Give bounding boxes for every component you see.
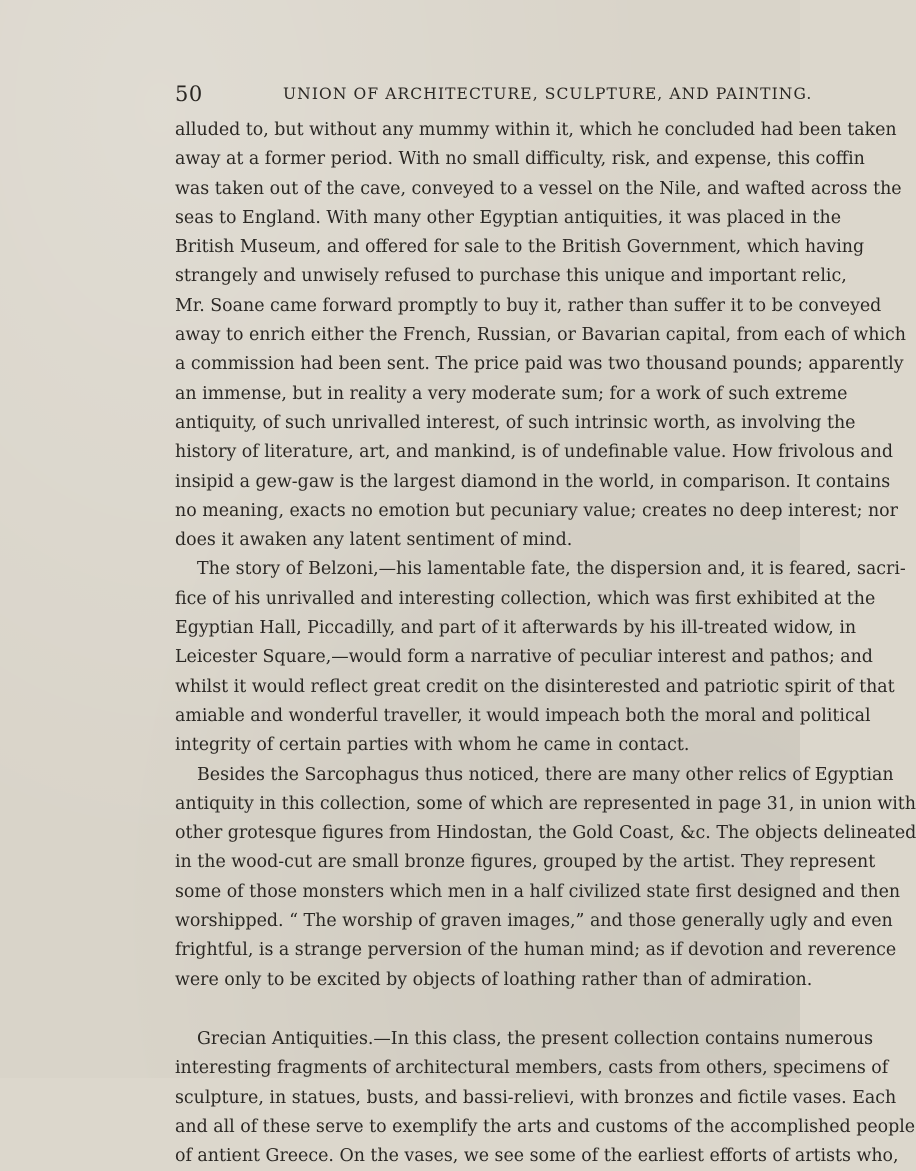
text-line: history of literature, art, and mankind, is of undefinable value. How frivolous and bbox=[175, 442, 893, 463]
text-line: seas to England. With many other Egyptian antiquities, it was placed in the bbox=[175, 207, 841, 228]
running-title: UNION OF ARCHITECTURE, SCULPTURE, AND PAINTING. bbox=[283, 85, 813, 103]
text-line: Egyptian Hall, Piccadilly, and part of it afterwards by his ill-treated widow, in bbox=[175, 618, 857, 639]
text-line: other grotesque figures from Hindostan, the Gold Coast, &c. The objects delineated bbox=[175, 823, 916, 844]
text-line: Besides the Sarcophagus thus noticed, there are many other relics of Egyptian bbox=[197, 764, 894, 785]
text-line: was taken out of the cave, conveyed to a vessel on the Nile, and wafted across the bbox=[175, 178, 902, 199]
text-line: and all of these serve to exemplify the arts and customs of the accomplished people bbox=[175, 1116, 916, 1137]
text-line: an immense, but in reality a very moderate sum; for a work of such extreme bbox=[175, 383, 848, 404]
text-line: does it awaken any latent sentiment of mind. bbox=[175, 530, 573, 551]
paragraph bbox=[175, 1025, 916, 1171]
body-text bbox=[175, 116, 916, 1171]
text-line: fice of his unrivalled and interesting collection, which was first exhibited at the bbox=[175, 588, 876, 609]
text-line: whilst it would reflect great credit on the disinterested and patriotic spirit of that bbox=[175, 676, 895, 697]
text-line: sculpture, in statues, busts, and bassi-relievi, with bronzes and fictile vases. Each bbox=[175, 1087, 897, 1108]
text-line: antiquity in this collection, some of which are represented in page 31, in union with bbox=[175, 793, 916, 814]
text-line: amiable and wonderful traveller, it would impeach both the moral and political bbox=[175, 705, 871, 726]
text-line: insipid a gew-gaw is the largest diamond in the world, in comparison. It contains bbox=[175, 471, 891, 492]
text-line: alluded to, but without any mummy within it, which he concluded had been taken bbox=[175, 120, 897, 140]
page-number: 50 bbox=[175, 82, 203, 106]
text-line: antiquity, of such unrivalled interest, of such intrinsic worth, as involving the bbox=[175, 412, 856, 433]
text-line: some of those monsters which men in a half civilized state first designed and then bbox=[175, 881, 901, 902]
text-line: worshipped. “ The worship of graven images,” and those generally ugly and even bbox=[175, 911, 893, 932]
paragraph bbox=[175, 555, 906, 760]
text-line: British Museum, and offered for sale to the British Government, which having bbox=[175, 237, 865, 258]
paragraph bbox=[175, 761, 916, 995]
text-line: away to enrich either the French, Russian, or Bavarian capital, from each of which bbox=[175, 325, 906, 346]
text-line: Grecian Antiquities.—In this class, the present collection contains numerous bbox=[197, 1028, 874, 1049]
text-line: in the wood-cut are small bronze figures, grouped by the artist. They represent bbox=[175, 852, 876, 873]
text-line: integrity of certain parties with whom he came in contact. bbox=[175, 735, 690, 756]
section-gap bbox=[175, 995, 761, 1025]
text-line: Mr. Soane came forward promptly to buy it, rather than suffer it to be conveyed bbox=[175, 295, 882, 316]
text-line: The story of Belzoni,—his lamentable fate, the dispersion and, it is feared, sacri- bbox=[197, 559, 906, 580]
text-line: a commission had been sent. The price paid was two thousand pounds; apparently bbox=[175, 354, 904, 375]
text-line: away at a former period. With no small difficulty, risk, and expense, this coffin bbox=[175, 149, 865, 170]
text-line: interesting fragments of architectural members, casts from others, specimens of bbox=[175, 1058, 889, 1079]
text-line: frightful, is a strange perversion of the human mind; as if devotion and reverence bbox=[175, 940, 897, 961]
text-line: strangely and unwisely refused to purchase this unique and important relic, bbox=[175, 266, 847, 287]
text-line: of antient Greece. On the vases, we see some of the earliest efforts of artists who, bbox=[175, 1146, 899, 1167]
paragraph bbox=[175, 116, 906, 555]
text-line: no meaning, exacts no emotion but pecuniary value; creates no deep interest; nor bbox=[175, 500, 898, 521]
text-line: were only to be excited by objects of loathing rather than of admiration. bbox=[175, 969, 813, 990]
text-line: Leicester Square,—would form a narrative of peculiar interest and pathos; and bbox=[175, 647, 873, 668]
running-head bbox=[175, 82, 813, 106]
